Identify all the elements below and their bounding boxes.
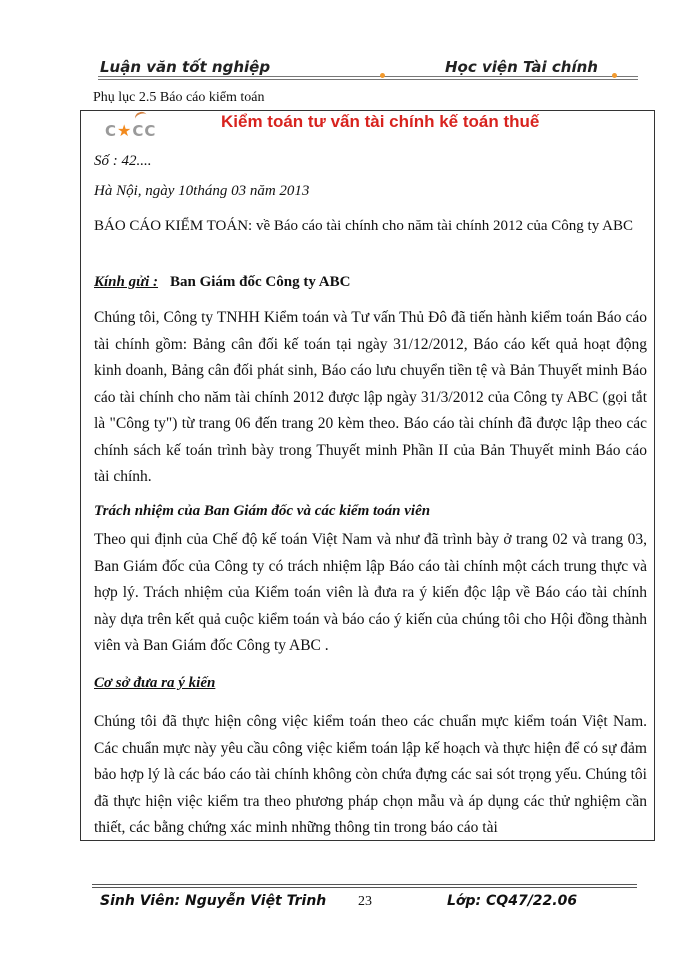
report-number: Số : 42.... (94, 153, 152, 169)
footer-class: Lớp: CQ47/22.06 (447, 893, 578, 909)
intro-paragraph: Chúng tôi, Công ty TNHH Kiểm toán và Tư vấn Thủ Đô đã tiến hành kiểm toán Báo cáo tài chính gồm: Bảng cân đối kế toán tại ngày 31/12/2012, Báo cáo kết quả hoạt động kinh doanh, Bảng cân đối phát sinh, Báo cáo lưu chuyển tiền tệ và Bản Thuyết minh Báo cáo tài chính cho năm tài chính 2012 được lập ngày 31/3/2012 của Công ty ABC (gọi tắt là "Công ty") từ trang 06 đến trang 20 kèm theo. Báo cáo tài chính đã được lập theo các chính sách kế toán trình bày trong Thuyết minh Phần II của Bản Thuyết minh Báo cáo tài chính. (94, 309, 647, 485)
header-thesis-title: Luận văn tốt nghiệp (100, 58, 271, 76)
footer-rule-top (92, 884, 637, 885)
recipient-value: Ban Giám đốc Công ty ABC (170, 274, 351, 290)
company-logo: C★CC (105, 121, 157, 140)
section-heading-responsibility: Trách nhiệm của Ban Giám đốc và các kiểm toán viên (94, 503, 431, 519)
audit-report-frame (80, 110, 655, 841)
header-accent-dot (612, 73, 617, 78)
report-date: Hà Nội, ngày 10tháng 03 năm 2013 (94, 183, 310, 199)
appendix-caption: Phụ lục 2.5 Báo cáo kiểm toán (93, 90, 265, 105)
header-accent-dot (380, 73, 385, 78)
letterhead-slogan: Kiểm toán tư vấn tài chính kế toán thuế (221, 112, 540, 131)
footer-rule-bottom (92, 887, 637, 888)
header-institution: Học viện Tài chính (445, 58, 598, 76)
page-number: 23 (358, 894, 372, 909)
footer-student: Sinh Viên: Nguyễn Việt Trinh (100, 893, 327, 909)
recipient-label: Kính gửi : (94, 274, 159, 290)
responsibility-paragraph: Theo qui định của Chế độ kế toán Việt Nam và như đã trình bày ở trang 02 và trang 03, Ban Giám đốc của Công ty có trách nhiệm lập Báo cáo tài chính một cách trung thực và hợp lý. Trách nhiệm của Kiểm toán viên là đưa ra ý kiến độc lập về Báo cáo tài chính này dựa trên kết quả cuộc kiểm toán và báo cáo ý kiến của chúng tôi cho Hội đồng thành viên và Ban Giám đốc Công ty ABC . (94, 531, 647, 654)
basis-paragraph: Chúng tôi đã thực hiện công việc kiểm toán theo các chuẩn mực kiểm toán Việt Nam. Các chuẩn mực này yêu cầu công việc kiểm toán lập kế hoạch và thực hiện để có sự đảm bảo hợp lý là các báo cáo tài chính không còn chứa đựng các sai sót trọng yếu. Chúng tôi đã thực hiện việc kiểm tra theo phương pháp chọn mẫu và áp dụng các thử nghiệm cần thiết, các bằng chứng xác minh những thông tin trong báo cáo tài (94, 713, 647, 836)
star-icon: ★ (117, 121, 133, 140)
section-heading-basis: Cơ sở đưa ra ý kiến (94, 675, 216, 691)
report-title: BÁO CÁO KIỂM TOÁN: về Báo cáo tài chính cho năm tài chính 2012 của Công ty ABC (94, 218, 633, 234)
header-rule-top (98, 76, 638, 77)
header-rule-bottom (98, 79, 638, 80)
